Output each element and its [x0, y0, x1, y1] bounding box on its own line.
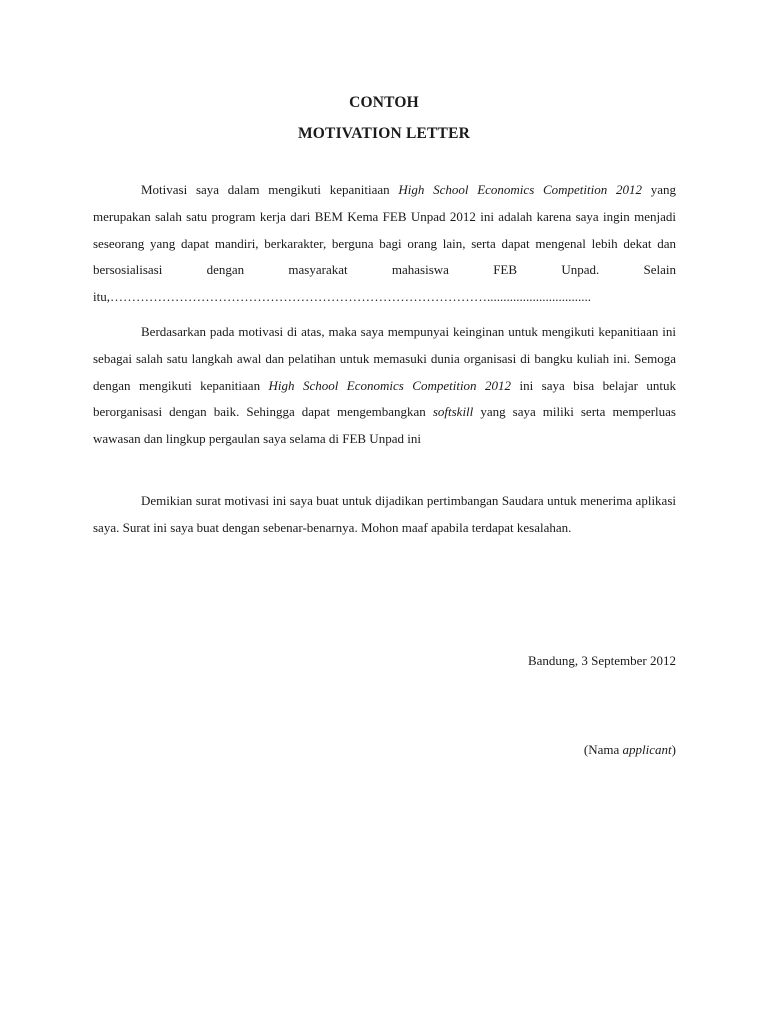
paragraph-goals-text-a: Berdasarkan pada motivasi di atas, maka saya mempunyai keinginan untuk mengikuti kepanitiaan ini sebagai salah satu langkah awal dan pelatihan untuk memasuki dunia organisasi di bangku kuliah ini. Semoga dengan mengikuti kepanitiaan — [93, 324, 676, 393]
competition-name-italic: High School Economics Competition 2012 — [398, 182, 642, 197]
paragraph-goals-text-c: ini saya bisa belajar untuk berorganisasi dengan baik. Sehingga dapat mengembangkan — [93, 377, 676, 420]
paragraph-motivation-text-a: Motivasi saya dalam mengikuti kepanitiaan — [141, 182, 399, 197]
softskill-italic: softskill — [432, 404, 474, 420]
heading-contoh: CONTOH — [349, 94, 419, 111]
signer-open: (Nama — [583, 742, 623, 757]
heading-motivation-letter: MOTIVATION LETTER — [297, 125, 471, 142]
paragraph-motivation-text-c: yang merupakan salah satu program kerja dari BEM Kema FEB Unpad 2012 ini adalah karena saya ingin menjadi seseorang yang dapat mandiri, berkarakter, berguna bagi orang lain, serta dapat mengenal lebih dekat dan bersosialisasi dengan masyarakat mahasiswa FEB Unpad. Selain itu, — [93, 182, 676, 305]
dotted-fill-line: ……………………………………………………………………………................................ — [109, 289, 591, 305]
signature-name — [584, 742, 676, 758]
paragraph-motivation — [93, 177, 676, 311]
paragraph-closing: Demikian surat motivasi ini saya buat untuk dijadikan pertimbangan Saudara untuk menerima aplikasi saya. Surat ini saya buat dengan sebenar-benarnya. Mohon maaf apabila terdapat kesalahan. — [93, 493, 676, 535]
paragraph-goals — [93, 319, 676, 453]
paragraph-goals-text-e: yang saya miliki serta memperluas wawasan dan lingkup pergaulan saya selama di FEB Unpad ini — [93, 404, 676, 447]
competition-name-italic-2: High School Economics Competition 2012 — [268, 377, 512, 393]
signer-applicant-italic: applicant — [622, 742, 672, 757]
place-and-date: Bandung, 3 September 2012 — [527, 653, 676, 668]
signer-close: ) — [671, 742, 676, 757]
